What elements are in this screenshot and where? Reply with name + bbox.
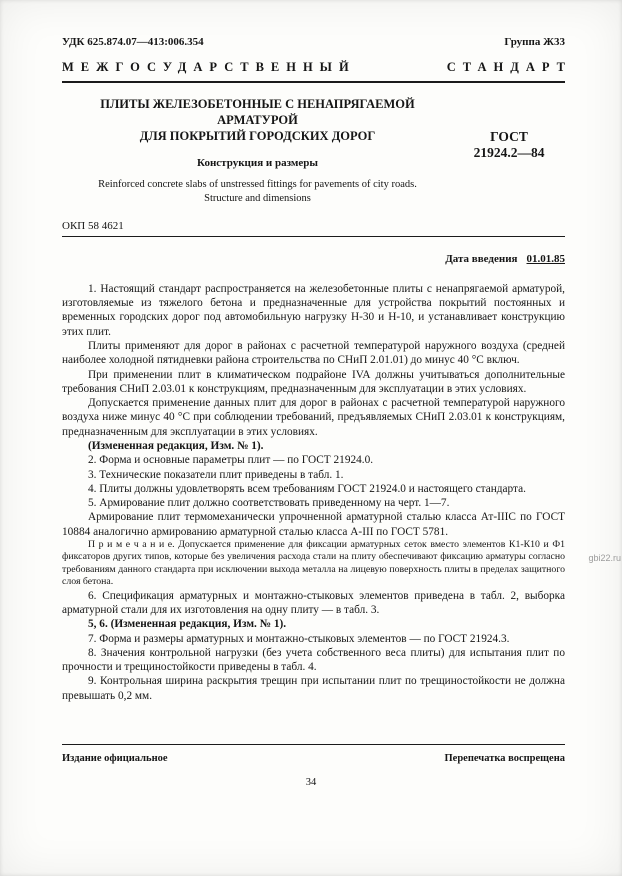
footer-row [62,753,565,764]
paragraph-item-5: 5. Армирование плит должно соответствовать приведенному на черт. 1—7. [88,497,450,510]
effective-date-value: 01.01.85 [526,252,565,265]
edition-note: Издание официальное [62,753,168,764]
paragraph-3: При применении плит в климатическом подрайоне IVA должны учитываться дополнительные требования СНиП 2.03.01 к конструкциям, предназначенным для эксплуатации в этих условиях. [62,368,565,395]
paragraph-item-4: 4. Плиты должны удовлетворять всем требованиям ГОСТ 21924.0 и настоящего стандарта. [88,482,526,495]
document-title [62,96,453,144]
amendment-note-1: (Измененная редакция, Изм. № 1). [88,439,264,452]
body-text [62,282,565,703]
okp-divider [62,236,565,237]
paragraph-4: Допускается применение данных плит для дорог в районах с расчетной температурой наружного воздуха ниже минус 40 °С при соблюдении требований, предъявляемых СНиП 2.03.01 к конструкциям, предназначенным для эксплуатации в этих условиях. [62,397,565,438]
footer-divider [62,744,565,745]
group-code: Группа Ж33 [504,36,565,48]
paragraph-item-2: 2. Форма и основные параметры плит — по ГОСТ 21924.0. [88,454,374,467]
gost-number: 21924.2—84 [473,145,545,161]
reprint-note: Перепечатка воспрещена [444,753,565,764]
paragraph-item-7: 7. Форма и размеры арматурных и монтажно-стыковых элементов — по ГОСТ 21924.3. [88,632,510,645]
standard-banner [62,60,572,75]
paragraph-2: Плиты применяют для дорог в районах с расчетной температурой наружного воздуха (средней наиболее холодной пятидневки района строительства по СНиП 2.01.01) до минус 40 °С включ. [62,339,565,367]
okp-code: ОКП 58 4621 [62,219,124,232]
gost-label: ГОСТ [490,129,528,144]
title-line-1: ПЛИТЫ ЖЕЛЕЗОБЕТОННЫЕ С НЕНАПРЯГАЕМОЙ АРМАТУРОЙ [100,97,415,127]
paragraph-item-3: 3. Технические показатели плит приведены в табл. 1. [88,468,344,481]
banner-word-1: МЕЖГОСУДАРСТВЕННЫЙ [62,60,356,74]
title-english-line-2: Structure and dimensions [204,192,311,204]
paragraph-1: 1. Настоящий стандарт распространяется на железобетонные плиты с ненапрягаемой арматурой, изготовляемые из тяжелого бетона и предназначенные для устройства покрытий постоянных и временных городских дорог под автомобильную нагрузку Н-30 и Н-10, и устанавливает конструкцию этих плит. [62,282,565,338]
document-subtitle: Конструкция и размеры [197,157,318,169]
footnote: П р и м е ч а н и е. Допускается применение для фиксации арматурных сеток вместо элементов К1-К10 и Ф1 фиксаторов других типов, которые без увеличения расхода стали на плиту обеспечивают фиксацию арматуры согласно требованиям данного стандарта при исключении выхода металла на лицевую поверхность плиты в пределах защитного слоя бетона. [62,539,565,588]
header-divider [62,81,565,83]
gost-designation [453,129,565,206]
paragraph-item-8: 8. Значения контрольной нагрузки (без учета собственного веса плиты) для испытания плит по прочности и трещиностойкости приведены в табл. 4. [62,646,565,674]
paragraph-item-9: 9. Контрольная ширина раскрытия трещин при испытании плит по трещиностойкости не должна превышать 0,2 мм. [62,675,565,702]
paragraph-item-5a: Армирование плит термомеханически упрочненной арматурной сталью класса Ат-IIIС по ГОСТ 10884 аналогично армированию арматурной сталью класса А-III по ГОСТ 5781. [62,511,565,538]
udk-code: УДК 625.874.07—413:006.354 [62,36,204,48]
watermark: gbi22.ru [588,553,621,563]
effective-date-row [62,253,565,265]
banner-word-2: СТАНДАРТ [446,60,572,74]
title-english [62,178,453,206]
paragraph-item-6: 6. Спецификация арматурных и монтажно-стыковых элементов приведена в табл. 2, выборка арматурной стали для их изготовления на одну плиту — в табл. 3. [62,589,565,616]
amendment-note-2: 5, 6. (Измененная редакция, Изм. № 1). [88,618,287,631]
page-number: 34 [305,777,317,788]
title-line-2: ДЛЯ ПОКРЫТИЙ ГОРОДСКИХ ДОРОГ [139,129,376,143]
title-english-line-1: Reinforced concrete slabs of unstressed fittings for pavements of city roads. [98,179,417,190]
effective-date-label: Дата введения [445,252,518,265]
meta-row [62,36,565,48]
title-section [62,96,565,206]
